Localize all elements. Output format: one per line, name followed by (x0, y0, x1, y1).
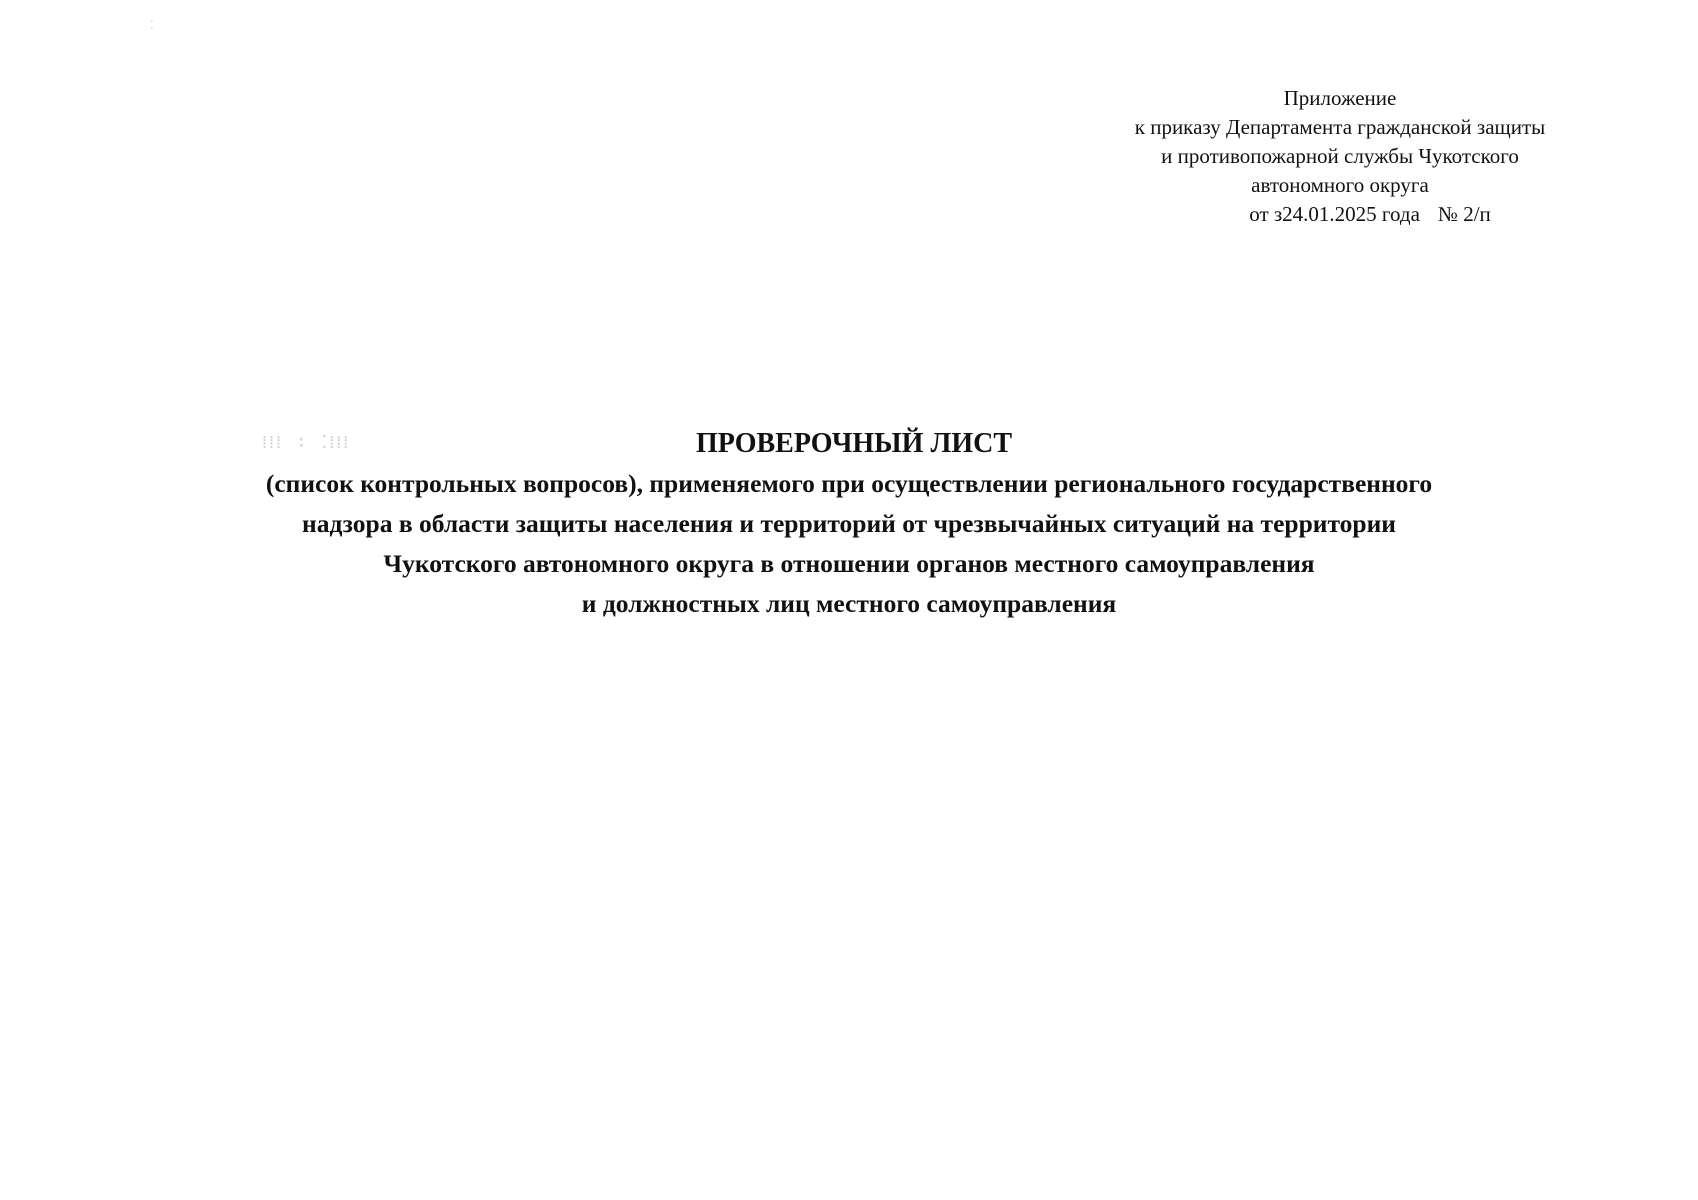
document-title: ПРОВЕРОЧНЫЙ ЛИСТ (695, 428, 1012, 459)
title-block (0, 424, 1698, 624)
document-subtitle-line: Чукотского автономного округа в отношении органов местного самоуправления (383, 549, 1315, 578)
appendix-line: автономного округа (1251, 173, 1429, 197)
appendix-line: и противопожарной службы Чукотского (1161, 144, 1519, 168)
document-subtitle-line: надзора в области защиты населения и территорий от чрезвычайных ситуаций на территории (302, 509, 1396, 538)
scan-artifact: ⁞⁞⁞ ∶ ⁚⁞⁞⁞ (262, 432, 351, 453)
order-number: № 2/п (1437, 202, 1491, 226)
appendix-line: к приказу Департамента гражданской защиты (1134, 115, 1546, 139)
document-subtitle-line: (список контрольных вопросов), применяемого при осуществлении регионального государственного (265, 469, 1433, 498)
appendix-block (1080, 84, 1600, 229)
order-date: от з24.01.2025 года (1249, 202, 1420, 226)
appendix-date-line (1080, 200, 1600, 229)
scan-artifact: ⁚ (150, 18, 156, 32)
document-subtitle-line: и должностных лиц местного самоуправления (581, 589, 1117, 618)
appendix-label: Приложение (1283, 86, 1397, 110)
